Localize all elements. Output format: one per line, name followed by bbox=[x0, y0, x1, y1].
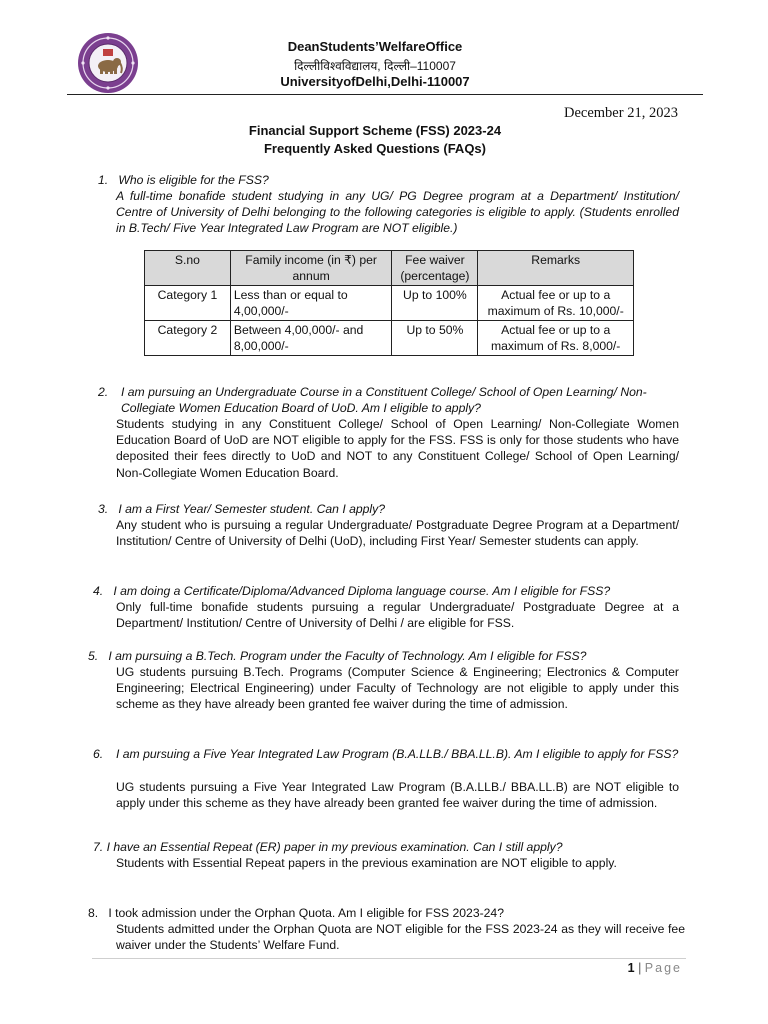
faq-question-2 bbox=[98, 384, 688, 416]
table-cell: Between 4,00,000/- and 8,00,000/- bbox=[230, 321, 392, 356]
table-header: S.no bbox=[145, 251, 231, 286]
university-name: UniversityofDelhi,Delhi-110007 bbox=[280, 74, 470, 89]
table-header: Fee waiver (percentage) bbox=[392, 251, 478, 286]
faq-question-1 bbox=[98, 172, 269, 188]
table-cell: Up to 100% bbox=[392, 286, 478, 321]
faq-question-5 bbox=[88, 648, 586, 664]
table-cell: Category 1 bbox=[145, 286, 231, 321]
faq-question-text: I am doing a Certificate/Diploma/Advanced Diploma language course. Am I eligible for FSS? bbox=[113, 584, 611, 598]
faq-answer-2: Students studying in any Constituent College/ School of Open Learning/ Non-Collegiate Women Education Board of UoD are NOT eligible to apply for the FSS. FSS is only for those students who have deposited their fees directly to UoD and NOT to any Constituent College/ School of Open Learning/ Non-Collegiate Women Education Board. bbox=[116, 417, 679, 480]
table-cell: Up to 50% bbox=[392, 321, 478, 356]
faq-question-text: I am pursuing a Five Year Integrated Law Program (B.A.LLB./ BBA.LL.B). Am I eligible to apply for FSS? bbox=[116, 747, 679, 761]
faq-number: 5. bbox=[88, 649, 99, 663]
faq-number: 4. bbox=[93, 584, 104, 598]
table-row bbox=[145, 286, 634, 321]
faq-number: 8. bbox=[88, 906, 99, 920]
faq-question-6 bbox=[93, 746, 685, 762]
footer-divider bbox=[92, 958, 686, 959]
faq-question-8 bbox=[88, 905, 504, 921]
table-header: Remarks bbox=[478, 251, 634, 286]
table-cell: Category 2 bbox=[145, 321, 231, 356]
faq-number: 1. bbox=[98, 173, 109, 187]
faq-answer-5: UG students pursuing B.Tech. Programs (Computer Science & Engineering; Electronics & Computer Engineering; Electrical Engineering) under Faculty of Technology are not eligible to apply under this scheme as they have already been granted fee waiver during the time of admission. bbox=[116, 665, 679, 712]
page-label: Page bbox=[644, 961, 682, 975]
document-subtitle: Frequently Asked Questions (FAQs) bbox=[263, 141, 486, 156]
faq-answer-4: Only full-time bonafide students pursuing a regular Undergraduate/ Postgraduate Degree at a Department/ Institution/ Centre of University of Delhi / are eligible for FSS. bbox=[116, 600, 679, 631]
faq-question-3 bbox=[98, 501, 385, 517]
faq-answer-7: Students with Essential Repeat papers in the previous examination are NOT eligible to apply. bbox=[116, 856, 617, 870]
office-address-hindi: दिल्लीविश्वविद्यालय, दिल्ली–110007 bbox=[294, 59, 456, 73]
table-cell: Actual fee or up to a maximum of Rs. 10,000/- bbox=[478, 286, 634, 321]
faq-question-4 bbox=[93, 583, 610, 599]
faq-answer-1: A full-time bonafide student studying in any UG/ PG Degree program at a Department/ Institution/ Centre of University of Delhi belonging to the following categories is eligible to apply. (Students enrolled in B.Tech/ Five Year Integrated Law Program are NOT eligible.) bbox=[116, 189, 679, 236]
table-header: Family income (in ₹) per annum bbox=[230, 251, 392, 286]
fee-waiver-table bbox=[144, 250, 634, 356]
faq-question-text: Who is eligible for the FSS? bbox=[118, 173, 269, 187]
university-seal-icon bbox=[77, 32, 139, 94]
faq-question-text: I have an Essential Repeat (ER) paper in my previous examination. Can I still apply? bbox=[106, 840, 563, 854]
faq-number: 3. bbox=[98, 502, 109, 516]
table-header-row bbox=[145, 251, 634, 286]
faq-question-text: I am a First Year/ Semester student. Can I apply? bbox=[118, 502, 386, 516]
document-title: Financial Support Scheme (FSS) 2023-24 bbox=[248, 123, 502, 138]
faq-answer-3: Any student who is pursuing a regular Undergraduate/ Postgraduate Degree Program at a Department/ Institution/ Centre of University of Delhi (UoD), including First Year/ Semester students can apply. bbox=[116, 518, 679, 549]
faq-answer-6: UG students pursuing a Five Year Integrated Law Program (B.A.LLB./ BBA.LL.B) are NOT eligible to apply under this scheme as they have already been granted fee waiver during the time of admission. bbox=[116, 780, 679, 811]
office-name: DeanStudents’WelfareOffice bbox=[287, 39, 463, 54]
faq-number: 2. bbox=[98, 385, 109, 399]
faq-number: 6. bbox=[93, 747, 104, 761]
faq-question-text: I took admission under the Orphan Quota. Am I eligible for FSS 2023-24? bbox=[108, 906, 504, 920]
page-separator: | bbox=[638, 961, 642, 975]
table-cell: Less than or equal to 4,00,000/- bbox=[230, 286, 392, 321]
table-row bbox=[145, 321, 634, 356]
faq-question-text: I am pursuing an Undergraduate Course in a Constituent College/ School of Open Learning/ Non-Collegiate Women Education Board of UoD. Am I eligible to apply? bbox=[121, 385, 647, 415]
table-cell: Actual fee or up to a maximum of Rs. 8,000/- bbox=[478, 321, 634, 356]
faq-question-text: I am pursuing a B.Tech. Program under the Faculty of Technology. Am I eligible for FSS? bbox=[108, 649, 587, 663]
faq-question-7 bbox=[93, 839, 562, 855]
page-number: 1 bbox=[627, 961, 635, 975]
faq-answer-8: Students admitted under the Orphan Quota are NOT eligible for the FSS 2023-24 as they will receive fee waiver under the Students’ Welfare Fund. bbox=[116, 922, 685, 953]
header-divider bbox=[67, 94, 703, 95]
faq-number: 7. bbox=[93, 840, 104, 854]
document-date: December 21, 2023 bbox=[564, 105, 678, 121]
page-footer bbox=[580, 961, 682, 975]
